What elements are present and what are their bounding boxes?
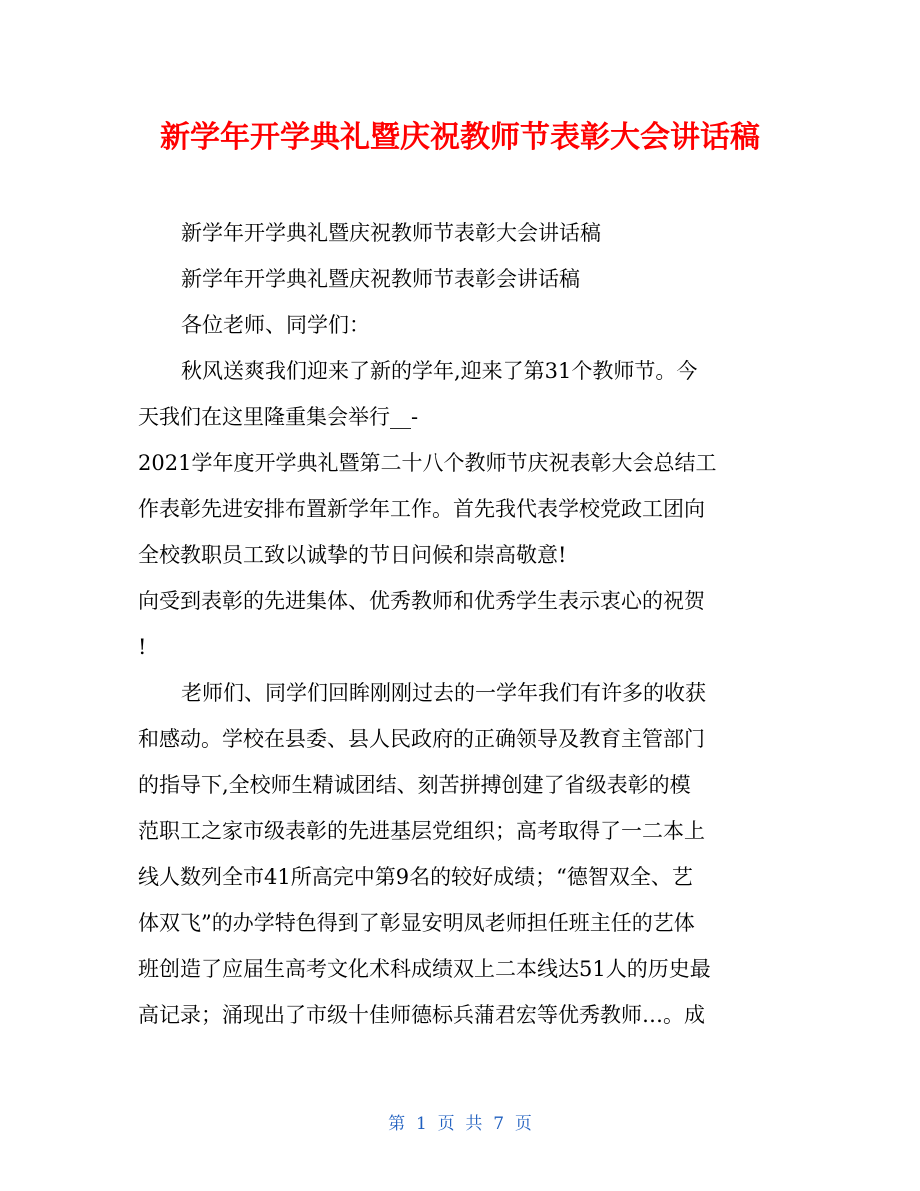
- body-line-16: 体双飞”的办学特色得到了彰显安明凤老师担任班主任的艺体: [138, 911, 695, 935]
- page-number-footer: 第 1 页 共 7 页: [388, 1114, 532, 1134]
- body-line-12: 和感动。学校在县委、县人民政府的正确领导及教育主管部门: [138, 727, 705, 751]
- body-line-3: 各位老师、同学们：: [181, 313, 370, 337]
- body-line-5: 天我们在这里隆重集会举行__-: [138, 405, 419, 429]
- document-title: 新学年开学典礼暨庆祝教师节表彰大会讲话稿: [160, 120, 760, 155]
- body-line-10: !: [138, 635, 147, 659]
- body-line-7: 作表彰先进安排布置新学年工作。首先我代表学校党政工团向: [138, 497, 705, 521]
- body-line-18: 高记录；涌现出了市级十佳师德标兵蒲君宏等优秀教师…。成: [138, 1003, 705, 1027]
- body-line-11: 老师们、同学们回眸刚刚过去的一学年我们有许多的收获: [181, 681, 706, 705]
- body-line-9: 向受到表彰的先进集体、优秀教师和优秀学生表示衷心的祝贺: [138, 589, 705, 613]
- body-line-8: 全校教职员工致以诚挚的节日问候和崇高敬意!: [138, 543, 567, 567]
- body-line-13: 的指导下,全校师生精诚团结、刻苦拼搏创建了省级表彰的模: [138, 773, 691, 797]
- body-line-1: 新学年开学典礼暨庆祝教师节表彰大会讲话稿: [181, 221, 601, 245]
- body-line-2: 新学年开学典礼暨庆祝教师节表彰会讲话稿: [181, 267, 580, 291]
- document-body: [138, 210, 782, 1038]
- body-line-6: 2021学年度开学典礼暨第二十八个教师节庆祝表彰大会总结工: [138, 451, 717, 475]
- body-line-17: 班创造了应届生高考文化术科成绩双上二本线达51人的历史最: [138, 957, 711, 981]
- body-line-4: 秋风送爽我们迎来了新的学年,迎来了第31个教师节。今: [181, 359, 698, 383]
- body-line-14: 范职工之家市级表彰的先进基层党组织；高考取得了一二本上: [138, 819, 705, 843]
- body-line-15: 线人数列全市41所高完中第9名的较好成绩；“德智双全、艺: [138, 865, 693, 889]
